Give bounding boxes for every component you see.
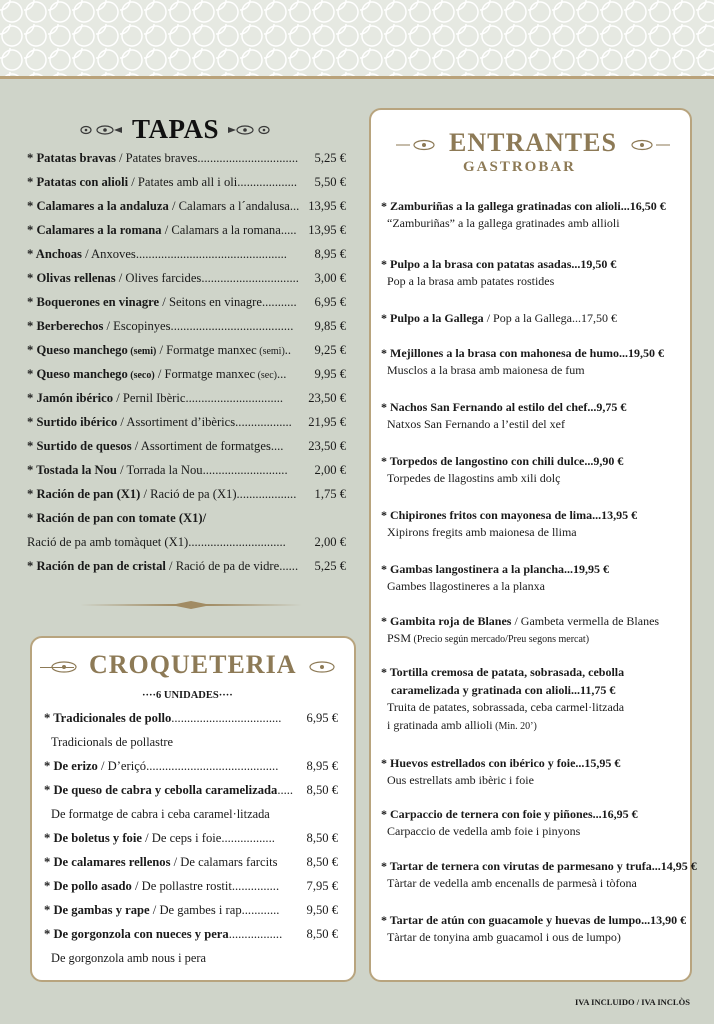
entrantes-item-price: ...17,50 € (572, 311, 617, 325)
banner-divider (0, 76, 714, 79)
right-ornament-icon (222, 124, 272, 136)
croqueteria-item-catalan: De calamars farcits (180, 855, 278, 869)
tapas-item-separator: / (159, 295, 169, 309)
entrantes-item-catalan (387, 417, 565, 432)
tapas-item-name: * Patatas bravas (27, 151, 116, 165)
entrantes-item (381, 310, 617, 326)
tapas-title: TAPAS (132, 114, 220, 144)
croqueteria-item (44, 830, 275, 846)
entrantes-left-ornament-icon (396, 138, 442, 152)
croqueteria-item-name: * Tradicionales de pollo (44, 711, 172, 725)
croqueteria-title: CROQUETERIA (89, 650, 297, 679)
tapas-item-leader: ............................... (185, 391, 284, 405)
tapas-item-separator: / (165, 559, 176, 573)
decorative-pattern-banner (0, 0, 714, 76)
tapas-item-name: * Berberechos (27, 319, 104, 333)
croqueteria-item-price: 9,50 € (306, 903, 338, 917)
croqueteria-item (44, 902, 279, 918)
croqueteria-item-separator: / (131, 879, 142, 893)
tapas-item-catalan: Formatge manxec (164, 367, 256, 381)
entrantes-item-catalan (387, 930, 621, 945)
croqueteria-left-ornament-icon (46, 658, 86, 676)
entrantes-item-catalan (387, 876, 637, 891)
tapas-item (27, 342, 291, 360)
tapas-item-catalan-note: (sec) (255, 370, 277, 381)
entrantes-item (381, 806, 638, 822)
tapas-item-catalan: Calamars a l´andalusa (178, 199, 290, 213)
tapas-item-name: * Surtido de quesos (27, 439, 132, 453)
tapas-item (27, 246, 287, 262)
tapas-item-separator: / (116, 463, 127, 477)
tapas-item (27, 534, 286, 550)
entrantes-item-name: * Huevos estrellados con ibérico y foie...15,95 € (381, 756, 621, 770)
entrantes-item-note: (Min. 20’) (492, 721, 537, 732)
entrantes-panel (369, 108, 692, 982)
tapas-item-price: 5,25 € (314, 559, 346, 573)
entrantes-item-name-line2: caramelizada y gratinada con alioli...11,75 € (391, 683, 616, 697)
entrantes-item-catalan (387, 274, 554, 289)
croqueteria-item-leader: ............ (241, 903, 280, 917)
croqueteria-item-price: 8,50 € (306, 831, 338, 845)
entrantes-item-name: * Mejillones a la brasa con mahonesa de humo...19,50 € (381, 346, 665, 360)
entrantes-item-catalan-text: Musclos a la brasa amb maionesa de fum (387, 363, 585, 377)
croqueteria-item-separator: / (97, 759, 108, 773)
tapas-item-catalan: Patates amb all i oli (137, 175, 238, 189)
croqueteria-item-leader: .......................................... (146, 759, 279, 773)
croqueteria-item-catalan: D’eriçó (107, 759, 147, 773)
entrantes-subtitle: GASTROBAR (463, 159, 577, 175)
tapas-item-name: * Olivas rellenas (27, 271, 116, 285)
entrantes-item-catalan (387, 216, 620, 231)
tapas-item-catalan-note: (semi) (256, 346, 285, 357)
entrantes-item-catalan-text: Tàrtar de vedella amb encenalls de parmesà i tòfona (387, 876, 637, 890)
entrantes-item-catalan-text: Pop a la brasa amb patates rostides (387, 274, 555, 288)
tapas-item-catalan: Seitons en vinagre (168, 295, 262, 309)
tapas-item-separator: / (113, 391, 123, 405)
tapas-item-catalan: Anxoves (91, 247, 136, 261)
tapas-item (27, 486, 296, 502)
entrantes-item-name: * Pulpo a la Gallega (381, 311, 484, 325)
tapas-item-name: * Patatas con alioli (27, 175, 129, 189)
tapas-item-leader: ................... (236, 487, 297, 501)
entrantes-item-name: * Torpedos de langostino con chili dulce...9,90 € (381, 454, 624, 468)
croqueteria-item-price: 7,95 € (306, 879, 338, 893)
tapas-item-catalan: Olives farcides (125, 271, 202, 285)
tapas-item-price: 9,25 € (314, 343, 346, 357)
tapas-item-price: 21,95 € (308, 415, 346, 429)
tapas-item-price: 23,50 € (308, 391, 346, 405)
tapas-item-catalan: Formatge manxec (166, 343, 257, 357)
croqueteria-item-catalan: De formatge de cabra i ceba caramel·litzada (51, 807, 270, 821)
entrantes-item-name: * Tortilla cremosa de patata, sobrasada, cebolla (381, 665, 625, 679)
tapas-item-catalan: Ració de pa de vidre (175, 559, 280, 573)
tapas-item-separator: / (140, 487, 151, 501)
tapas-item-name: * Queso manchego (27, 367, 128, 381)
iva-footer: IVA INCLUIDO / IVA INCLÒS (575, 997, 690, 1007)
croqueteria-item-leader: ..... (277, 783, 294, 797)
tapas-item-separator: / (117, 415, 127, 429)
croqueteria-item-separator: / (149, 903, 160, 917)
tapas-item-leader: .. (284, 343, 292, 357)
croqueteria-item-name: * De calamares rellenos (44, 855, 171, 869)
tapas-item-name-note: (seco) (127, 370, 155, 381)
entrantes-item-catalan: / Pop a la Gallega (483, 311, 572, 325)
croqueteria-item-price: 8,50 € (306, 783, 338, 797)
tapas-item-name: * Calamares a la romana (27, 223, 162, 237)
croqueteria-item-price: 8,95 € (306, 759, 338, 773)
croqueteria-item-leader: ................. (221, 831, 275, 845)
entrantes-item-catalan (387, 631, 589, 647)
entrantes-item-name-cont (391, 682, 615, 698)
tapas-item-price: 5,25 € (314, 151, 346, 165)
croqueteria-item-catalan: De pollastre rostit (141, 879, 232, 893)
croqueteria-item-name: * De queso de cabra y cebolla caramelizada (44, 783, 278, 797)
tapas-item (27, 558, 298, 574)
entrantes-item (381, 399, 626, 415)
entrantes-item-catalan-text: Ous estrellats amb ibèric i foie (387, 773, 534, 787)
entrantes-item (381, 507, 637, 523)
tapas-item-price: 3,00 € (314, 271, 346, 285)
croqueteria-item (44, 878, 279, 894)
tapas-item-leader: ...... (279, 559, 299, 573)
tapas-item (27, 462, 288, 478)
croqueteria-item-name: * De boletus y foie (44, 831, 142, 845)
entrantes-item-catalan-text: Gambes llagostineres a la planxa (387, 579, 545, 593)
tapas-item-name-note: (semi) (127, 346, 157, 357)
entrantes-item (381, 561, 609, 577)
entrantes-item (381, 858, 697, 874)
entrantes-item (381, 912, 686, 928)
tapas-item-name: * Boquerones en vinagre (27, 295, 160, 309)
croqueteria-item-leader: ................................... (171, 711, 282, 725)
tapas-item (27, 510, 206, 526)
entrantes-item-name: * Tartar de ternera con virutas de parmesano y trufa...14,95 € (381, 859, 697, 873)
tapas-item-leader: ................................................ (135, 247, 287, 261)
croqueteria-item-catalan: De gorgonzola amb nous i pera (51, 951, 206, 965)
entrantes-item-name: * Carpaccio de ternera con foie y piñones...16,95 € (381, 807, 638, 821)
entrantes-item (381, 664, 624, 680)
entrantes-item-name: * Nachos San Fernando al estilo del chef...9,75 € (381, 400, 627, 414)
tapas-item-leader: ....................................... (170, 319, 294, 333)
tapas-item-name: * Jamón ibérico (27, 391, 114, 405)
tapas-item-leader: ..... (280, 223, 297, 237)
entrantes-item-name: * Gambas langostinera a la plancha...19,95 € (381, 562, 610, 576)
croqueteria-right-ornament-icon (300, 658, 340, 676)
entrantes-item (381, 198, 666, 214)
croqueteria-item-leader: ................. (228, 927, 283, 941)
tapas-item-name: * Calamares a la andaluza (27, 199, 169, 213)
croqueteria-item-name: * De pollo asado (44, 879, 132, 893)
entrantes-item-catalan-text: “Zamburiñas” a la gallega gratinades amb allioli (387, 216, 620, 230)
entrantes-item-name: * Chipirones fritos con mayonesa de lima...13,95 € (381, 508, 638, 522)
entrantes-item-catalan-text: Tàrtar de tonyina amb guacamol i ous de lumpo) (387, 930, 621, 944)
tapas-item-catalan: Ració de pa (X1) (150, 487, 237, 501)
tapas-item-leader: ........................... (202, 463, 288, 477)
entrantes-item-note: (Precio según mercado/Preu segons mercat) (411, 634, 590, 645)
croqueteria-item-price: 8,50 € (306, 855, 338, 869)
tapas-item (27, 174, 297, 190)
tapas-item-price: 2,00 € (314, 535, 346, 549)
tapas-item-catalan: Patates braves (125, 151, 198, 165)
tapas-item-catalan: Assortiment de formatges (140, 439, 271, 453)
tapas-item-leader: ... (289, 199, 300, 213)
left-ornament-icon (78, 124, 128, 136)
tapas-item-price: 13,95 € (308, 199, 346, 213)
tapas-item-price: 8,95 € (314, 247, 346, 261)
entrantes-item-catalan (387, 471, 560, 486)
tapas-item-separator: / (115, 151, 126, 165)
tapas-item-separator: / (156, 343, 167, 357)
tapas-item-separator: / (81, 247, 92, 261)
tapas-item-catalan: Escopinyes (113, 319, 171, 333)
croqueteria-item-name: * De gambas y rape (44, 903, 150, 917)
croqueteria-item-price: 6,95 € (306, 711, 338, 725)
croqueteria-item (44, 758, 278, 774)
tapas-item-leader: .... (270, 439, 284, 453)
tapas-item-catalan: Torrada la Nou (126, 463, 203, 477)
entrantes-title: ENTRANTES (449, 128, 617, 157)
tapas-item-price: 6,95 € (314, 295, 346, 309)
entrantes-item-catalan (387, 363, 585, 378)
croqueteria-subtitle: ····6 UNIDADES···· (142, 690, 233, 701)
tapas-item-name: * Ración de pan de cristal (27, 559, 166, 573)
entrantes-item-name: * Pulpo a la brasa con patatas asadas...19,50 € (381, 257, 617, 271)
croqueteria-item-catalan: Tradicionals de pollastre (51, 735, 174, 749)
croqueteria-item (44, 926, 282, 942)
tapas-item-catalan: Pernil Ibèric (122, 391, 186, 405)
tapas-item-leader: ............................... (201, 271, 299, 285)
tapas-item-leader: .................. (235, 415, 292, 429)
tapas-item (27, 294, 297, 310)
tapas-divider-icon (80, 600, 302, 610)
entrantes-item-catalan-text: Xipirons fregits amb maionesa de llima (387, 525, 577, 539)
croqueteria-item-leader: ............... (231, 879, 280, 893)
entrantes-item-catalan-line2 (387, 718, 537, 734)
croqueteria-item-separator: / (170, 855, 181, 869)
entrantes-item (381, 755, 620, 771)
entrantes-item (381, 453, 623, 469)
tapas-item-price: 1,75 € (314, 487, 346, 501)
entrantes-item-catalan-text: Truita de patates, sobrassada, ceba carmel·litzada (387, 700, 625, 714)
tapas-item (27, 438, 283, 454)
tapas-item-price: 9,85 € (314, 319, 346, 333)
tapas-item-catalan: Calamars a la romana (171, 223, 281, 237)
entrantes-item-catalan-text: Natxos San Fernando a l’estil del xef (387, 417, 565, 431)
tapas-item-separator: / (131, 439, 141, 453)
tapas-item (27, 270, 299, 286)
tapas-item-name: * Queso manchego (27, 343, 128, 357)
entrantes-item-catalan: / Gambeta vermella de Blanes (511, 614, 660, 628)
tapas-item-leader: ... (277, 367, 287, 381)
tapas-item-price: 5,50 € (314, 175, 346, 189)
tapas-item (27, 390, 283, 406)
croqueteria-item (44, 710, 281, 726)
croqueteria-item-separator: / (141, 831, 152, 845)
croqueteria-item (44, 854, 278, 870)
entrantes-item (381, 256, 616, 272)
croqueteria-item-name: * De erizo (44, 759, 98, 773)
tapas-item (27, 150, 298, 166)
entrantes-item (381, 613, 659, 629)
tapas-item-price: 23,50 € (308, 439, 346, 453)
tapas-item-name: * Surtido ibérico (27, 415, 118, 429)
tapas-item (27, 198, 299, 214)
tapas-item-name: * Ración de pan (X1) (27, 487, 141, 501)
tapas-item (27, 414, 292, 430)
tapas-item-separator: / (115, 271, 126, 285)
entrantes-item-catalan (387, 773, 534, 788)
tapas-item (27, 318, 293, 334)
tapas-item-price: 9,95 € (314, 367, 346, 381)
croqueteria-item (44, 782, 293, 798)
entrantes-item-catalan (387, 525, 577, 540)
croqueteria-item-name: * De gorgonzola con nueces y pera (44, 927, 229, 941)
tapas-item-separator: / (128, 175, 138, 189)
tapas-item-price: 2,00 € (314, 463, 346, 477)
tapas-item-separator: / (161, 223, 172, 237)
tapas-item-separator: / (154, 367, 165, 381)
tapas-item-name: * Anchoas (27, 247, 82, 261)
entrantes-item-catalan-text: Carpaccio de vedella amb foie i pinyons (387, 824, 581, 838)
croqueteria-item-catalan: De gambes i rap (159, 903, 242, 917)
tapas-item-catalan: Ració de pa amb tomàquet (X1) (27, 535, 189, 549)
entrantes-right-ornament-icon (624, 138, 670, 152)
entrantes-item-name: * Zamburiñas a la gallega gratinadas con alioli...16,50 € (381, 199, 666, 213)
entrantes-item-catalan (387, 700, 624, 715)
entrantes-item (381, 345, 664, 361)
entrantes-item-catalan (387, 579, 545, 594)
entrantes-item-name: * Gambita roja de Blanes (381, 614, 512, 628)
entrantes-item-catalan-text2: i gratinada amb allioli (387, 718, 493, 732)
entrantes-item-catalan (387, 824, 580, 839)
tapas-item-name: * Ración de pan con tomate (X1)/ (27, 511, 207, 525)
tapas-item-leader: ................... (237, 175, 298, 189)
tapas-item-price: 13,95 € (308, 223, 346, 237)
tapas-item-leader: ........... (261, 295, 297, 309)
croqueteria-item-catalan: De ceps i foie (151, 831, 222, 845)
tapas-item-catalan: Assortiment d’ibèrics (126, 415, 236, 429)
tapas-item-separator: / (168, 199, 179, 213)
tapas-item-name: * Tostada la Nou (27, 463, 117, 477)
entrantes-item-catalan-text: PSM (387, 631, 412, 645)
tapas-item-leader: ................................ (197, 151, 299, 165)
tapas-item (27, 222, 297, 238)
entrantes-item-name: * Tartar de atún con guacamole y huevas de lumpo...13,90 € (381, 913, 687, 927)
croqueteria-item-price: 8,50 € (306, 927, 338, 941)
tapas-item-separator: / (103, 319, 114, 333)
tapas-item (27, 366, 286, 384)
entrantes-item-catalan-text: Torpedes de llagostins amb xili dolç (387, 471, 561, 485)
tapas-item-leader: ............................... (188, 535, 286, 549)
